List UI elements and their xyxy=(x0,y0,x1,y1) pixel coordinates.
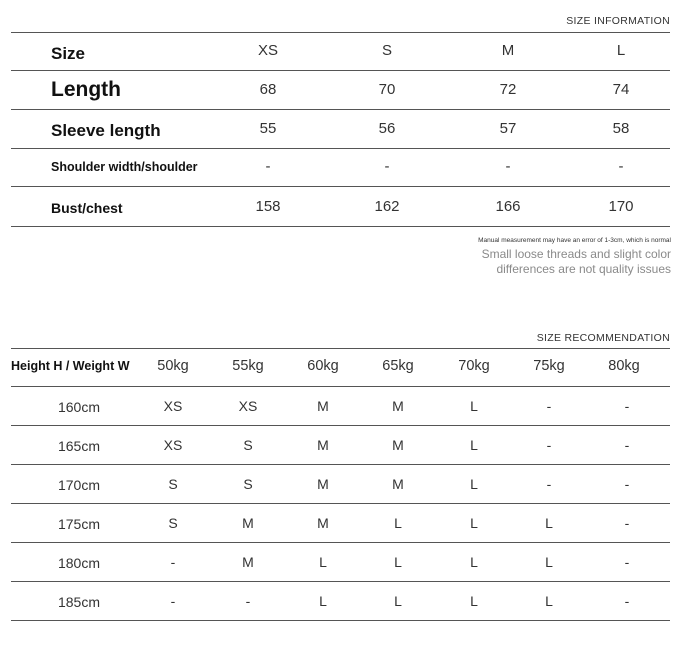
recommended-size: XS xyxy=(238,398,258,414)
divider xyxy=(11,32,670,33)
length-cell: 74 xyxy=(612,81,630,98)
recommended-size: M xyxy=(242,515,254,531)
height-label: 165cm xyxy=(57,438,101,454)
recommended-size: - xyxy=(546,398,552,414)
divider xyxy=(11,581,670,582)
height-label: 175cm xyxy=(57,516,101,532)
recommended-size: S xyxy=(243,476,253,492)
weight-header: 50kg xyxy=(157,358,189,374)
weight-header: 70kg xyxy=(458,358,490,374)
length-cell: 68 xyxy=(259,81,277,98)
recommended-size: L xyxy=(470,515,478,531)
recommended-size: M xyxy=(317,515,329,531)
recommended-size: L xyxy=(470,593,478,609)
weight-header: 80kg xyxy=(608,358,640,374)
row-label-bust-chest: Bust/chest xyxy=(51,200,123,216)
divider xyxy=(11,148,670,149)
sleeve-cell: 58 xyxy=(612,120,630,137)
recommended-size: L xyxy=(394,515,402,531)
length-cell: 72 xyxy=(499,81,517,98)
recommended-size: S xyxy=(168,476,178,492)
weight-header: 60kg xyxy=(307,358,339,374)
divider xyxy=(11,70,670,71)
recommended-size: S xyxy=(243,437,253,453)
size-cell: L xyxy=(616,42,626,59)
recommended-size: - xyxy=(245,593,251,609)
recommended-size: L xyxy=(470,476,478,492)
sleeve-cell: 57 xyxy=(499,120,517,137)
size-cell: XS xyxy=(257,42,278,59)
divider xyxy=(11,348,670,349)
divider xyxy=(11,464,670,465)
recommended-size: M xyxy=(242,554,254,570)
shoulder-cell: - xyxy=(505,158,511,175)
bust-cell: 162 xyxy=(374,198,400,215)
height-label: 185cm xyxy=(57,594,101,610)
size-cell: S xyxy=(381,42,392,59)
weight-header: 65kg xyxy=(382,358,414,374)
recommended-size: - xyxy=(170,593,176,609)
bust-cell: 170 xyxy=(608,198,634,215)
weight-header: 55kg xyxy=(232,358,264,374)
recommended-size: M xyxy=(392,398,404,414)
shoulder-cell: - xyxy=(618,158,624,175)
height-label: 170cm xyxy=(57,477,101,493)
size-information-heading: SIZE INFORMATION xyxy=(566,15,670,27)
recommended-size: - xyxy=(546,476,552,492)
recommended-size: - xyxy=(624,476,630,492)
divider xyxy=(11,226,670,227)
recommended-size: L xyxy=(394,554,402,570)
recommended-size: L xyxy=(394,593,402,609)
length-cell: 70 xyxy=(378,81,396,98)
divider xyxy=(11,186,670,187)
bust-cell: 166 xyxy=(495,198,521,215)
shoulder-cell: - xyxy=(265,158,271,175)
recommended-size: L xyxy=(545,593,553,609)
recommended-size: L xyxy=(545,515,553,531)
recommended-size: XS xyxy=(163,398,183,414)
recommended-size: L xyxy=(319,554,327,570)
size-recommendation-heading: SIZE RECOMMENDATION xyxy=(536,332,670,344)
recommended-size: L xyxy=(319,593,327,609)
sleeve-cell: 56 xyxy=(378,120,396,137)
bust-cell: 158 xyxy=(255,198,281,215)
measurement-note: Manual measurement may have an error of 1-3cm, which is normal xyxy=(478,237,671,244)
recommended-size: L xyxy=(545,554,553,570)
recommended-size: L xyxy=(470,554,478,570)
row-label-shoulder-width: Shoulder width/shoulder xyxy=(51,160,198,174)
recommended-size: XS xyxy=(163,437,183,453)
quality-note-line-2: differences are not quality issues xyxy=(496,262,671,276)
size-cell: M xyxy=(501,42,515,59)
divider xyxy=(11,503,670,504)
recommended-size: L xyxy=(470,398,478,414)
recommended-size: - xyxy=(624,593,630,609)
divider xyxy=(11,425,670,426)
row-label-sleeve-length: Sleeve length xyxy=(51,121,161,140)
quality-note-line-1: Small loose threads and slight color xyxy=(481,247,671,261)
recommended-size: M xyxy=(392,437,404,453)
recommended-size: - xyxy=(170,554,176,570)
recommended-size: - xyxy=(546,437,552,453)
height-label: 180cm xyxy=(57,555,101,571)
recommended-size: - xyxy=(624,515,630,531)
height-weight-corner-label: Height H / Weight W xyxy=(11,359,130,373)
recommended-size: M xyxy=(317,476,329,492)
divider xyxy=(11,542,670,543)
divider xyxy=(11,386,670,387)
recommended-size: S xyxy=(168,515,178,531)
row-label-length: Length xyxy=(51,78,121,101)
sleeve-cell: 55 xyxy=(259,120,277,137)
shoulder-cell: - xyxy=(384,158,390,175)
weight-header: 75kg xyxy=(533,358,565,374)
recommended-size: M xyxy=(317,398,329,414)
recommended-size: M xyxy=(317,437,329,453)
recommended-size: - xyxy=(624,437,630,453)
divider xyxy=(11,620,670,621)
recommended-size: - xyxy=(624,554,630,570)
row-label-size: Size xyxy=(51,44,86,63)
recommended-size: L xyxy=(470,437,478,453)
divider xyxy=(11,109,670,110)
recommended-size: M xyxy=(392,476,404,492)
height-label: 160cm xyxy=(57,399,101,415)
recommended-size: - xyxy=(624,398,630,414)
